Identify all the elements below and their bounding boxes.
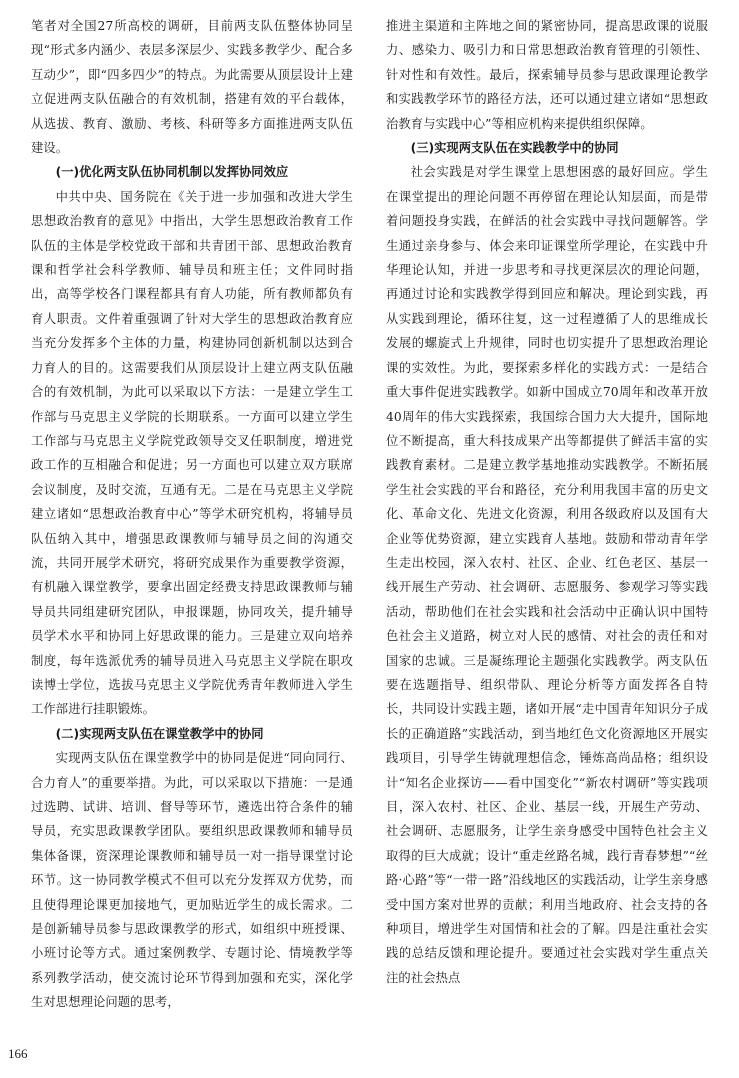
page-number: 166 [8, 1046, 28, 1061]
left-paragraph-3: 实现两支队伍在课堂教学中的协同是促进“同向同行、合力育人”的重要举措。为此，可以采取以下措施：一是通过选聘、试讲、培训、督导等环节，遴选出符合条件的辅导员，充实思政课教学团队。要组织思政课教师和辅导员集体备课，资深理论课教师和辅导员一对一指导课堂讨论环节。这一协同教学模式不但可以充分发挥双方优势，而且使得理论课更加接地气，更加贴近学生的成长需求。二是创新辅导员参与思政课教学的形式，如组织中班授课、小班讨论等方式。通过案例教学、专题讨论、情境教学等系列教学活动，使交流讨论环节得到加强和充实，深化学生对思想理论问题的思考， [31, 751, 353, 1010]
right-column [386, 14, 708, 990]
left-paragraph-2: 中共中央、国务院在《关于进一步加强和改进大学生思想政治教育的意见》中指出，大学生思想政治教育工作队伍的主体是学校党政干部和共青团干部、思想政治教育课和哲学社会科学教师、辅导员和班主任；文件同时指出，高等学校各门课程都具有育人功能，所有教师都负有育人职责。文件着重强调了针对大学生的思想政治教育应当充分发挥多个主体的力量，构建协同创新机制以达到合力育人的目的。这需要我们从顶层设计上建立两支队伍融合的有效机制，为此可以采取以下方法：一是建立学生工作部与马克思主义学院的长期联系。一方面可以建立学生工作部与马克思主义学院党政领导交叉任职制度，增进党政工作的互相融合和促进；另一方面也可以建立双方联席会议制度，及时交流，互通有无。二是在马克思主义学院建立诸如“思想政治教育中心”等学术研究机构，将辅导员队伍纳入其中，增强思政课教师与辅导员之间的沟通交流，共同开展学术研究，将研究成果作为重要教学资源，有机融入课堂教学，要拿出固定经费支持思政课教师与辅导员共同组建研究团队，申报课题，协同攻关，提升辅导员学术水平和协同上好思政课的能力。三是建立双向培养制度，每年选派优秀的辅导员进入马克思主义学院在职攻读博士学位，选拔马克思主义学院优秀青年教师进入学生工作部进行挂职锻炼。 [31, 189, 353, 717]
section-heading-3: (三)实现两支队伍在实践教学中的协同 [410, 141, 619, 156]
section-heading-2: (二)实现两支队伍在课堂教学中的协同 [55, 726, 264, 741]
section-heading-1: (一)优化两支队伍协同机制以发挥协同效应 [55, 165, 289, 180]
left-paragraph-1: 笔者对全国27所高校的调研，目前两支队伍整体协同呈现“形式多内涵少、表层多深层少、实践多教学少、配合多互动少”，即“四多四少”的特点。为此需要从顶层设计上建立促进两支队伍融合的有效机制，搭建有效的平台载体，从选拔、教育、激励、考核、科研等多方面推进两支队伍建设。 [31, 19, 353, 156]
right-paragraph-2: 社会实践是对学生课堂上思想困惑的最好回应。学生在课堂提出的理论问题不再停留在理论认知层面，而是带着问题投身实践，在鲜活的社会实践中寻找问题解答。学生通过亲身参与、体会来印证课堂所学理论，在实践中升华理论认知，并进一步思考和寻找更深层次的理论问题，再通过讨论和实践教学得到回应和解决。理论到实践，再从实践到理论，循环往复，这一过程遵循了人的思维成长发展的螺旋式上升规律，同时也切实提升了思想政治理论课的实效性。为此，要探索多样化的实践方式：一是结合重大事件促进实践教学。如新中国成立70周年和改革开放40周年的伟大实践探索，我国综合国力大大提升，国际地位不断提高，重大科技成果产出等都提供了鲜活丰富的实践教育素材。二是建立教学基地推动实践教学。不断拓展学生社会实践的平台和路径，充分利用我国丰富的历史文化、革命文化、先进文化资源，利用各级政府以及国有大企业等优势资源，建立实践育人基地。鼓励和带动青年学生走出校园，深入农村、社区、企业、红色老区、基层一线开展生产劳动、社会调研、志愿服务、参观学习等实践活动，帮助他们在社会实践和社会活动中正确认识中国特色社会主义道路，树立对人民的感情、对社会的责任和对国家的忠诚。三是凝练理论主题强化实践教学。两支队伍要在选题指导、组织带队、理论分析等方面发挥各自特长，共同设计实践主题，诸如开展“走中国青年知识分子成长的正确道路”实践活动，到当地红色文化资源地区开展实践项目，引导学生铸就理想信念，锤炼高尚品格；组织设计“知名企业探访——看中国变化”“新农村调研”等实践项目，深入农村、社区、企业、基层一线，开展生产劳动、社会调研、志愿服务，让学生亲身感受中国特色社会主义取得的巨大成就；设计“重走丝路名城，践行青春梦想”“丝路·心路”等“一带一路”沿线地区的实践活动，让学生亲身感受中国方案对世界的贡献；利用当地政府、社会支持的各种项目，增进学生对国情和社会的了解。四是注重社会实践的总结反馈和理论提升。要通过社会实践对学生重点关注的社会热点 [386, 165, 708, 985]
right-paragraph-1: 推进主渠道和主阵地之间的紧密协同，提高思政课的说服力、感染力、吸引力和日常思想政治教育管理的引领性、针对性和有效性。最后，探索辅导员参与思政课理论教学和实践教学环节的路径方法，还可以通过建立诸如“思想政治教育与实践中心”等相应机构来提供组织保障。 [386, 19, 708, 131]
left-column [31, 14, 353, 1015]
